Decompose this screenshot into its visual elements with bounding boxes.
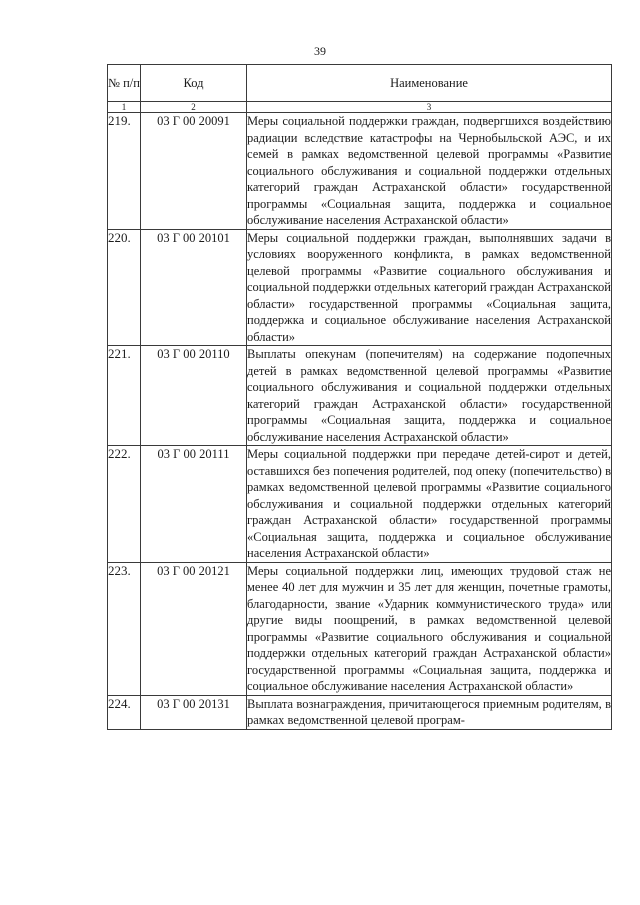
row-name: Меры социальной поддержки при передаче детей-сирот и детей, оставшихся без попечения родителей, под опеку (попечительство) в рамках ведомственной целевой программы «Развитие социального обслуживания и социальной поддержки отдельных категорий граждан Астраханской области» государственной программы «Социальная защита, поддержка и социальное обслуживание населения Астраханской области» xyxy=(247,447,611,560)
header-num: № п/п xyxy=(108,65,141,102)
header-code: Код xyxy=(141,65,247,102)
table-row xyxy=(108,346,612,446)
table-header-row xyxy=(108,65,612,102)
row-code: 03 Г 00 20121 xyxy=(141,562,247,695)
column-index: 2 xyxy=(141,102,247,113)
row-number: 220. xyxy=(108,229,141,346)
row-number: 223. xyxy=(108,562,141,695)
column-index-row xyxy=(108,102,612,113)
table-row xyxy=(108,229,612,346)
header-name: Наименование xyxy=(247,65,612,102)
row-name: Меры социальной поддержки граждан, выполнявших задачи в условиях вооруженного конфликта, в рамках ведомственной целевой программы «Развитие социального обслуживания и социальной поддержки отдельных категорий граждан Астраханской области» государственной программы «Социальная защита, поддержка и социальное обслуживание населения Астраханской области» xyxy=(247,230,611,344)
row-code: 03 Г 00 20101 xyxy=(141,229,247,346)
table-row xyxy=(108,113,612,230)
row-name: Меры социальной поддержки граждан, подвергшихся воздействию радиации вследствие катастрофы на Чернобыльской АЭС, и их семей в рамках ведомственной целевой программы «Развитие социального обслуживания и социальной поддержки отдельных категорий граждан Астраханской области» государственной программы «Социальная защита, поддержка и социальное обслуживание населения Астраханской области» xyxy=(247,114,611,227)
row-number: 219. xyxy=(108,113,141,230)
row-code: 03 Г 00 20091 xyxy=(141,113,247,230)
table-row xyxy=(108,562,612,695)
row-name: Выплаты опекунам (попечителям) на содержание подопечных детей в рамках ведомственной целевой программы «Развитие социального обслуживания и социальной поддержки отдельных категорий граждан Астраханской области» государственной программы «Социальная защита, поддержка и социальное обслуживание населения Астраханской области» xyxy=(247,347,611,444)
row-code: 03 Г 00 20131 xyxy=(141,695,247,729)
table-row xyxy=(108,446,612,563)
row-number: 221. xyxy=(108,346,141,446)
row-code: 03 Г 00 20111 xyxy=(141,446,247,563)
page-number: 39 xyxy=(314,44,326,58)
column-index: 1 xyxy=(108,102,141,113)
classification-table xyxy=(107,64,612,730)
row-name: Меры социальной поддержки лиц, имеющих трудовой стаж не менее 40 лет для мужчин и 35 лет для женщин, почетные грамоты, благодарности, звание «Ударник коммунистического труда» или другие виды поощрений, в рамках ведомственной целевой программы «Развитие социального обслуживания и социальной поддержки отдельных категорий граждан Астраханской области» государственной программы «Социальная защита, поддержка и социальное обслуживание населения Астраханской области» xyxy=(247,563,611,693)
row-number: 222. xyxy=(108,446,141,563)
column-index: 3 xyxy=(247,102,612,113)
row-code: 03 Г 00 20110 xyxy=(141,346,247,446)
table-row xyxy=(108,695,612,729)
row-number: 224. xyxy=(108,695,141,729)
row-name: Выплата вознаграждения, причитающегося приемным родителям, в рамках ведомственной целевой програм- xyxy=(247,696,611,727)
